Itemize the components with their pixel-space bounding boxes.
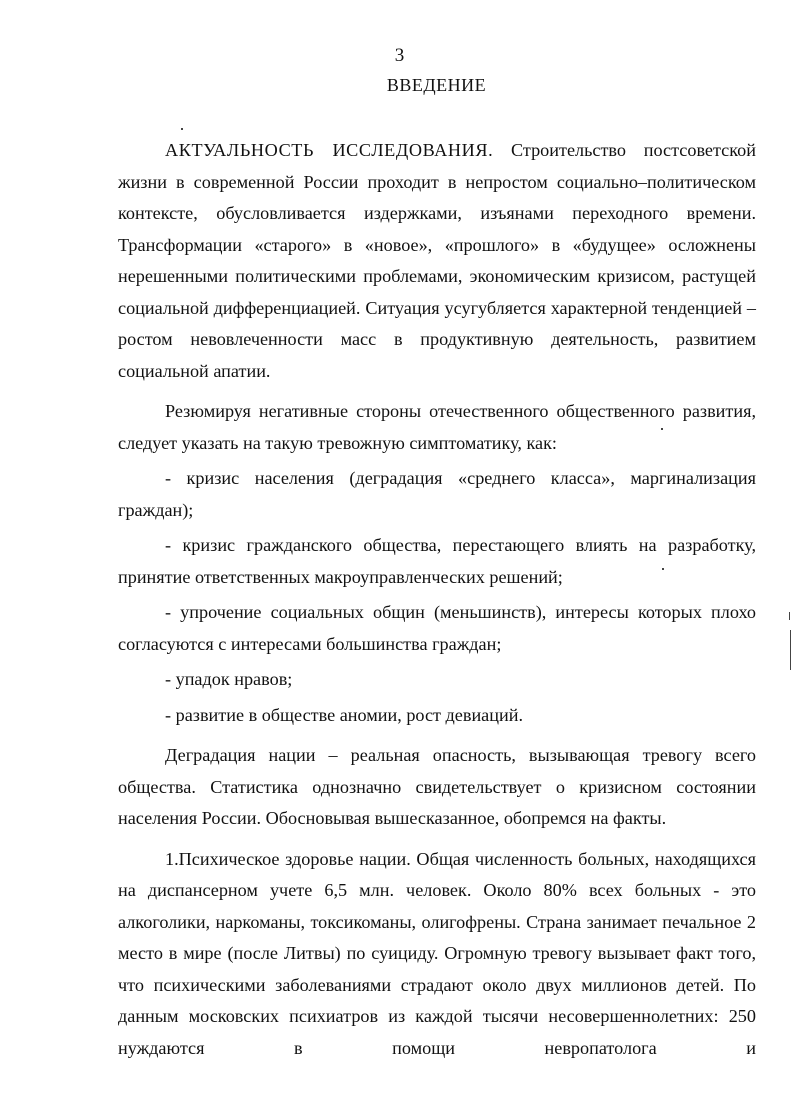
scan-speck xyxy=(181,128,183,130)
list-item-population-crisis: - кризис населения (деградация «среднего класса», маргинализация граждан); xyxy=(118,468,756,520)
list-item-morals: - упадок нравов; xyxy=(165,669,293,689)
scan-speck xyxy=(661,428,663,430)
list-item-minorities: - упрочение социальных общин (меньшинств), интересы которых плохо согласуются с интересами большинства граждан; xyxy=(118,602,756,654)
paragraph-summary: Резюмируя негативные стороны отечественного общественного развития, следует указать на такую тревожную симптоматику, как: xyxy=(118,401,756,453)
document-body xyxy=(118,135,756,1064)
page-number: 3 xyxy=(394,45,405,66)
paragraph-mental-health: 1.Психическое здоровье нации. Общая численность больных, находящихся на диспансерном учете 6,5 млн. человек. Около 80% всех больных - это алкоголики, наркоманы, токсикоманы, олигофрены. Страна занимает печальное 2 место в мире (после Литвы) по суициду. Огромную тревогу вызывает факт того, что психическими заболеваниями страдают около двух миллионов детей. По данным московских психиатров из каждой тысячи несовершеннолетних: 250 нуждаются в помощи невропатолога и xyxy=(118,848,756,1058)
list-item-civil-society-crisis: - кризис гражданского общества, перестающего влиять на разработку, принятие ответственных макроуправленческих решений; xyxy=(118,535,756,587)
paragraph-text: Строительство постсоветской жизни в современной России проходит в непростом социально–политическом контексте, обусловливается издержками, изъянами переходного времени. Трансформации «старого» в «новое», «прошлого» в «будущее» осложнены нерешенными политическими проблемами, экономическим кризисом, растущей социальной дифференциацией. Ситуация усугубляется характерной тенденцией – ростом невовлеченности масс в продуктивную деятельность, развитием социальной апатии. xyxy=(118,140,756,381)
paragraph-degradation: Деградация нации – реальная опасность, вызывающая тревогу всего общества. Статистика однозначно свидетельствует о кризисном состоянии населения России. Обосновывая вышесказанное, обопремся на факты. xyxy=(118,745,756,828)
paragraph-lead: АКТУАЛЬНОСТЬ ИССЛЕДОВАНИЯ. xyxy=(165,140,494,160)
scan-edge-mark xyxy=(789,612,790,620)
scan-speck xyxy=(662,568,664,570)
scan-edge-mark xyxy=(790,630,791,670)
list-item-anomie: - развитие в обществе аномии, рост девиаций. xyxy=(165,704,524,725)
paragraph-relevance xyxy=(118,135,756,387)
page-heading: ВВЕДЕНИЕ xyxy=(386,75,487,95)
